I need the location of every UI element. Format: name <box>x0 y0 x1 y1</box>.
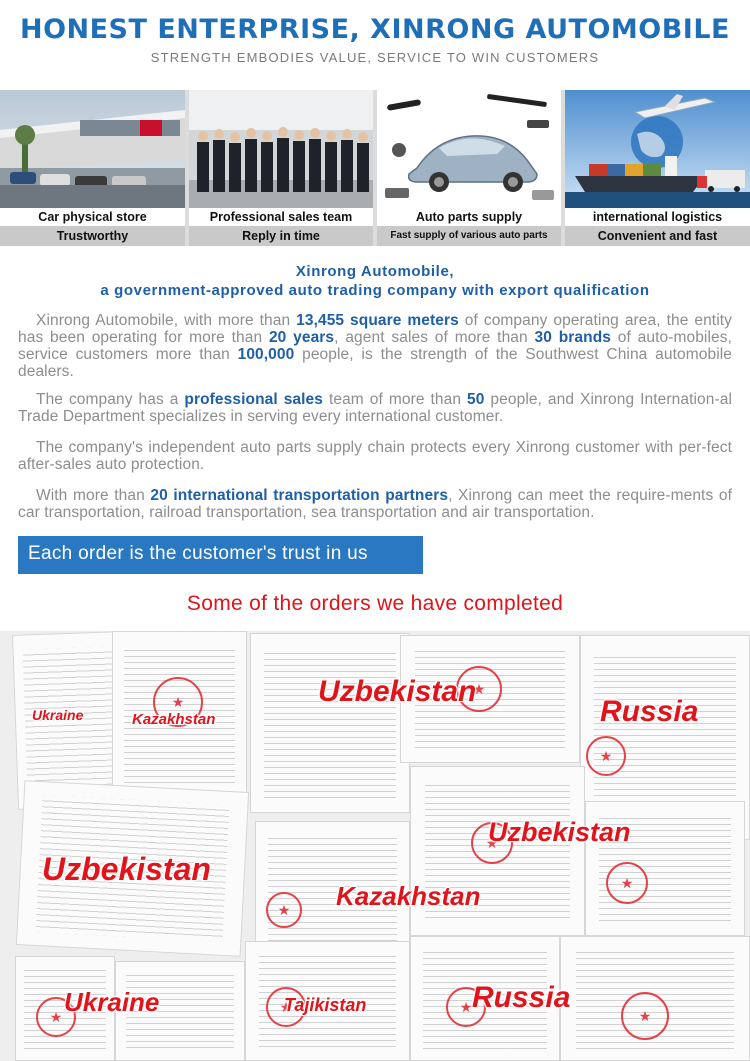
text: of auto-mobiles, service customers more than <box>18 329 732 363</box>
paragraph-transport <box>18 487 732 521</box>
feature-caption: Professional sales team <box>189 208 373 226</box>
feature-caption: Car physical store <box>0 208 185 226</box>
feature-tag: Convenient and fast <box>565 226 750 246</box>
country-label: Russia <box>600 695 699 728</box>
order-document <box>560 936 750 1061</box>
text: people, and Xinrong Internation-al Trade Department specializes in serving every international customer. <box>18 391 732 425</box>
intro-line-1: Xinrong Automobile, <box>295 263 455 280</box>
logistics-photo <box>565 90 750 208</box>
text: people, is the strength of the Southwest China automobile dealers. <box>18 346 733 380</box>
orders-title: Some of the orders we have completed <box>186 592 564 615</box>
stamp-icon <box>606 862 648 904</box>
feature-store[interactable] <box>0 90 185 246</box>
order-document <box>250 633 410 813</box>
country-label: Russia <box>472 981 571 1014</box>
feature-tag: Trustworthy <box>0 226 185 246</box>
highlight: 20 international transportation partners <box>150 487 449 504</box>
country-label: Kazakhstan <box>132 711 216 728</box>
paragraph-area <box>18 312 732 380</box>
text: , Xinrong can meet the require-ments of car transportation, railroad transportation, sea transportation and air transportation. <box>18 487 733 521</box>
page-subtitle: STRENGTH EMBODIES VALUE, SERVICE TO WIN CUSTOMERS <box>150 50 600 65</box>
highlight: professional sales <box>184 391 324 408</box>
text: of company operating area, the entity has been operating for more than <box>18 312 733 346</box>
country-label: Uzbekistan <box>318 675 477 708</box>
country-label: Tajikistan <box>284 995 367 1015</box>
paragraph-parts <box>18 439 732 473</box>
country-label: Ukraine <box>64 987 160 1017</box>
text: , agent sales of more than <box>334 329 535 346</box>
feature-team[interactable] <box>189 90 373 246</box>
trust-banner: Each order is the customer's trust in us <box>18 536 423 574</box>
highlight: 20 years <box>268 329 335 346</box>
stamp-icon <box>586 736 626 776</box>
text: The company has a <box>36 391 185 408</box>
feature-caption: Auto parts supply <box>377 208 561 226</box>
highlight: 100,000 <box>237 346 295 363</box>
orders-collage <box>0 631 750 1061</box>
highlight: 13,455 square meters <box>296 312 459 329</box>
country-label: Uzbekistan <box>488 817 631 847</box>
paragraph-sales <box>18 391 732 425</box>
dealership-photo <box>0 90 185 208</box>
text: Xinrong Automobile, with more than <box>36 312 297 329</box>
feature-tag: Fast supply of various auto parts <box>377 226 561 246</box>
intro-heading <box>0 262 750 300</box>
highlight: 30 brands <box>534 329 611 346</box>
feature-parts[interactable] <box>377 90 561 246</box>
feature-caption: international logistics <box>565 208 750 226</box>
feature-logistics[interactable] <box>565 90 750 246</box>
country-label: Ukraine <box>32 707 84 723</box>
highlight: 50 <box>467 391 485 408</box>
stamp-icon <box>621 992 669 1040</box>
country-label: Uzbekistan <box>42 851 211 887</box>
text: The company's independent auto parts supply chain protects every Xinrong customer with per-fect after-sales auto protection. <box>18 439 732 473</box>
feature-tag: Reply in time <box>189 226 373 246</box>
feature-strip <box>0 90 750 246</box>
text: team of more than <box>323 391 468 408</box>
text: With more than <box>36 487 151 504</box>
sales-team-photo <box>189 90 373 208</box>
intro-line-2: a government-approved auto trading company with export qualification <box>100 282 650 299</box>
page-title: HONEST ENTERPRISE, XINRONG AUTOMOBILE <box>19 14 731 45</box>
country-label: Kazakhstan <box>336 881 481 911</box>
auto-parts-photo <box>377 90 561 208</box>
stamp-icon <box>266 892 302 928</box>
